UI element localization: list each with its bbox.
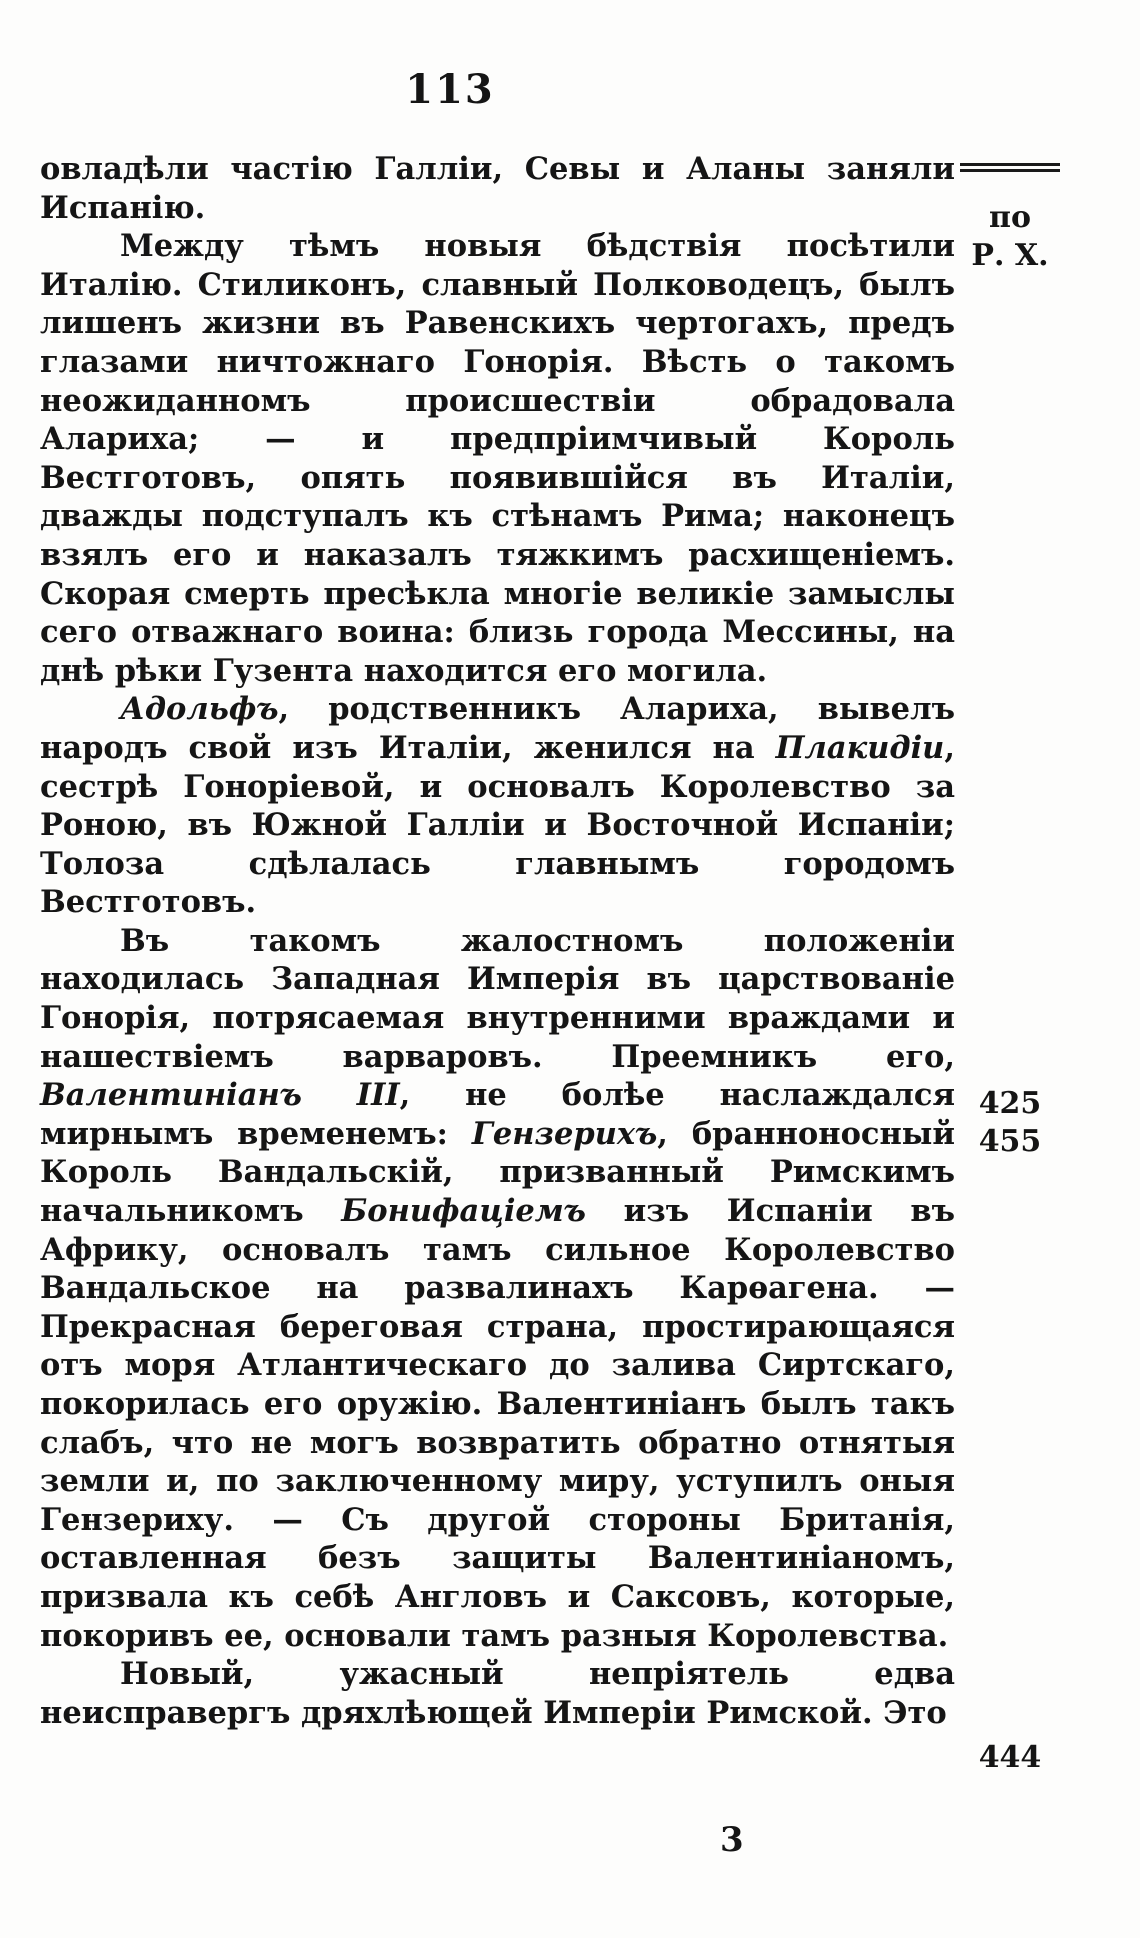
margin-year-425: 425 [978,1086,1042,1121]
paragraph-2: Между тѣмъ новыя бѣдствія посѣтили Италію. Стиликонъ, славный Полководецъ, былъ лишенъ жизни въ Равенскихъ чертогахъ, предъ глазами ничтожнаго Гонорія. Вѣсть о такомъ неожиданномъ происшествіи обрадовала Алариха; — и предпріимчивый Король Вестготовъ, опять появившійся въ Италіи, дважды подступалъ къ стѣнамъ Рима; наконецъ взялъ его и наказалъ тяжкимъ расхищеніемъ. Скорая смерть пресѣкла многіе великіе замыслы сего отважнаго воина: близь города Мессины, на днѣ рѣки Гузента находится его могила. [40,228,955,689]
paragraph-3-part-b: , сестрѣ Гоноріевой, и основалъ Королевство за Роною, въ Южной Галліи и Восточной Испаніи; Толоза сдѣлалась главнымъ городомъ Вестготовъ. [40,729,955,921]
paragraph-1: овладѣли частію Галліи, Севы и Аланы заняли Испанію. [40,151,955,226]
margin-anno-label: по [989,200,1031,235]
page-number: 113 [405,66,495,113]
paragraph-4-part-d: изъ Испаніи въ Африку, основалъ тамъ сильное Королевство Вандальское на развалинахъ Карѳагена. — Прекрасная береговая страна, простирающаяся отъ моря Атлантическаго до залива Сиртскаго, покорилась его оружію. Валентиніанъ былъ такъ слабъ, что не могъ возвратить обратно отнятыя земли и, по заключенному миру, уступилъ оныя Гензериху. — Съ другой стороны Британія, оставленная безъ защиты Валентиніаномъ, призвала къ себѣ Англовъ и Саксовъ, которые, покоривъ ее, основали тамъ разныя Королевства. [40,1193,955,1654]
paragraph-4 [40,922,955,1655]
catchword: 3 [720,1820,744,1860]
paragraph-5: Новый, ужасный непріятель едва неисправергъ дряхлѣющей Имперіи Римской. Это [40,1656,955,1731]
margin-rule [960,163,1060,177]
name-valentinian: Валентиніанъ III [40,1077,400,1114]
margin-year-444: 444 [978,1740,1042,1775]
name-placidia: Плакидіи [775,729,945,766]
name-adolf: Адольфъ [120,691,279,728]
paragraph-3 [40,690,955,922]
name-boniface: Бонифаціемъ [341,1193,586,1230]
paragraph-4-part-c: , бранноносный Король Вандальскій, призванный Римскимъ начальникомъ [40,1115,956,1230]
margin-anno-label-2: Р. Х. [971,238,1049,273]
paragraph-4-part-a: Въ такомъ жалостномъ положеніи находилась Западная Имперія въ царствованіе Гонорія, потрясаемая внутренними враждами и нашествіемъ варваровъ. Преемникъ его, [40,922,955,1075]
paragraph-3-part-a: , родственникъ Алариха, вывелъ народъ свой изъ Италіи, женился на [40,691,955,766]
paragraph-4-part-b: , не болѣе наслаждался мирнымъ временемъ: [40,1077,955,1152]
name-genseric: Гензерихъ [471,1115,658,1152]
margin-year-455: 455 [978,1124,1042,1159]
body-text [40,150,955,1732]
